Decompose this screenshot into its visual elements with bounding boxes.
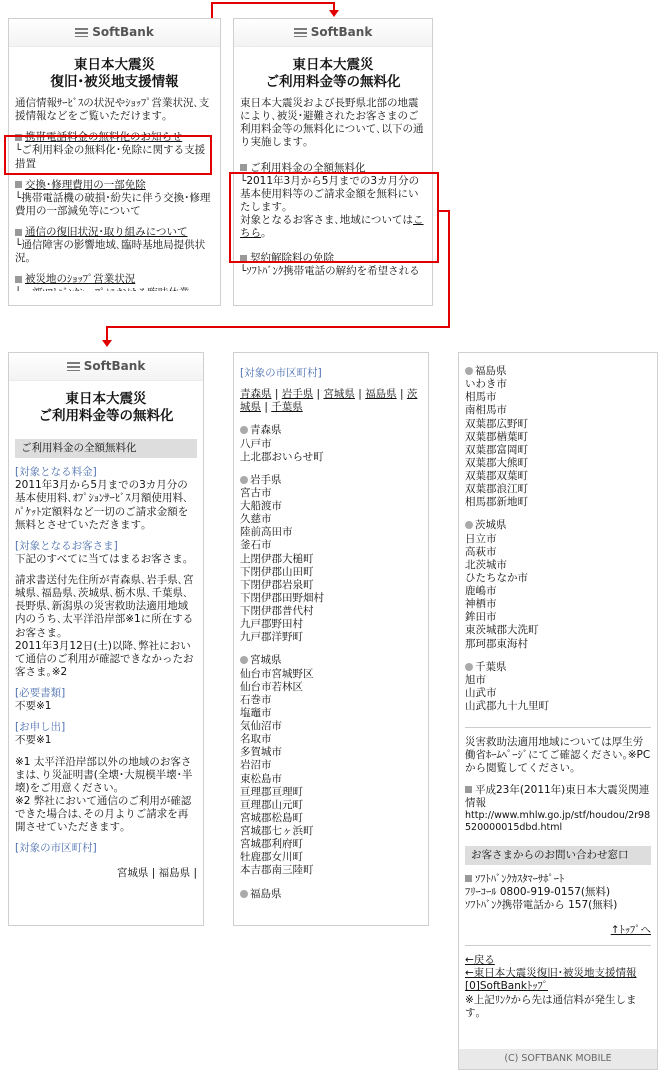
municipality-item: 宮城郡七ヶ浜町 <box>240 825 314 837</box>
freecall-number: ﾌﾘｰｺｰﾙ 0800-919-0157(無料) <box>465 885 611 898</box>
divider <box>465 945 651 946</box>
municipality-item: 双葉郡広野町 <box>465 417 528 430</box>
softbank-logo: SoftBank <box>9 353 203 381</box>
heading-fee: [対象となる料金] <box>15 466 97 479</box>
menu-item-cancel-fee: 契約解除料の免除 └ｿﾌﾄﾊﾞﾝｸ携帯電話の解約を希望される <box>240 252 420 278</box>
link-free-fee[interactable]: 携帯電話料金の無料化のお知らせ <box>25 131 183 144</box>
square-icon <box>15 229 22 236</box>
pref-link-aomori[interactable]: 青森県 <box>240 388 272 401</box>
municipality-item: 宮古市 <box>240 486 272 499</box>
intro-text: 東日本大震災および長野県北部の地震により､被災･避難されたお客さまのご利用料金等の無料化について､以下の通り実施します｡ <box>240 97 424 149</box>
wave-cut <box>9 291 220 305</box>
municipality-item: 鹿嶋市 <box>465 585 497 597</box>
connector-arrow <box>329 10 339 17</box>
copyright: (C) SOFTBANK MOBILE <box>459 1049 657 1069</box>
municipality-item: 双葉郡大熊町 <box>465 456 528 469</box>
municipality-item: 双葉郡浪江町 <box>465 483 528 496</box>
municipality-item: いわき市 <box>465 378 507 391</box>
wave-cut <box>9 911 203 925</box>
municipality-item: 陸前高田市 <box>240 526 293 539</box>
logo-bars-icon <box>75 28 88 37</box>
pref-link-iwate[interactable]: 岩手県 <box>281 388 314 401</box>
municipality-item: 相馬市 <box>465 391 497 404</box>
ref-url: http://www.mhlw.go.jp/stf/houdou/2r98520000015dbd.html <box>465 809 651 833</box>
disaster-info-link[interactable]: ←東日本大震災復旧･被災地支援情報 <box>465 967 637 980</box>
link-cancel-fee[interactable]: 契約解除料の免除 <box>250 252 334 265</box>
bullet-icon <box>465 663 473 671</box>
pref-link-miyagi[interactable]: 宮城県 <box>323 388 355 401</box>
municipality-item: 上北郡おいらせ町 <box>240 450 324 463</box>
page-title: 東日本大震災 ご利用料金等の無料化 <box>38 391 174 424</box>
municipality-item: 高萩市 <box>465 545 497 558</box>
screen-full-free-detail: SoftBank 東日本大震災 ご利用料金等の無料化 ご利用料金の全額無料化 [対象となる料金] 2011年3月から5月までの3カ月分の基本使用料､ｵﾌﾟｼｮﾝｻｰﾋﾞｽ月額使用料､ﾊﾟｹｯﾄ定額料など一切のご請求金額を無料とさせていただきます｡ [対象となるお客さま] 下記のすべてに当てはまるお客さま｡ 請求書送付先住所が青森県､岩手県､宮城県､福島県､茨城県､栃木県､千葉県､長野県､新潟県の災害救助法適用地域内のうち､太平洋沿岸部※1に所在するお客さま｡ 2011年3月12日(土)以降､弊社において通信のご利用が確認できなかったお客さま｡※2 [必要書類] 不要※1 [お申し出] 不要※1 ※1 太平洋沿岸部以外の地域のお客さまは､り災証明書(全壊･大規模半壊･半壊)をご用意ください｡ ※2 弊社において通信のご利用が確認できた場合は､その月よりご請求を再開させていただきます｡ [対象の市区町村] 宮城県 | 福島県 | <box>8 352 204 926</box>
intro-text: 通信情報ｻｰﾋﾞｽの状況やｼｮｯﾌﾟ営業状況､支援情報などをご覧いただけます｡ <box>15 97 210 123</box>
menu-item-repair: 交換･修理費用の一部免除 └携帯電話機の破損･紛失に伴う交換･修理費用の一部減免等について <box>15 178 211 217</box>
municipality-item: 亘理郡亘理町 <box>240 785 303 798</box>
bullet-icon <box>465 367 473 375</box>
municipality-item: 双葉郡双葉町 <box>465 470 528 482</box>
divider <box>465 727 651 728</box>
municipality-item: 相馬郡新地町 <box>465 496 528 509</box>
municipality-item: 気仙沼市 <box>240 720 282 732</box>
municipality-item: 大船渡市 <box>240 500 282 512</box>
fee-note: ※上記ﾘﾝｸから先は通信料が発生します｡ <box>465 993 637 1019</box>
municipality-item: 那珂郡東海村 <box>465 637 528 650</box>
bullet-icon <box>240 656 248 664</box>
link-full-free[interactable]: ご利用料金の全額無料化 <box>250 161 366 174</box>
municipality-item: ひたちなか市 <box>465 571 528 584</box>
municipality-item: 下閉伊郡岩泉町 <box>240 578 314 591</box>
municipality-item: 塩竈市 <box>240 706 272 719</box>
municipality-item: 東松島市 <box>240 772 282 785</box>
square-icon <box>15 181 22 188</box>
municipality-item: 八戸市 <box>240 437 272 450</box>
logo-bars-icon <box>67 362 80 371</box>
municipality-item: 名取市 <box>240 733 272 746</box>
screen-municipalities-1: [対象の市区町村] 青森県 | 岩手県 | 宮城県 | 福島県 | 茨城県 | 千葉県 青森県 八戸市 上北郡おいらせ町 岩手県 宮古市 大船渡市 久慈市 陸前高田市 釜石市 上閉伊郡大槌町 下閉伊郡山田町 下閉伊郡岩泉町 下閉伊郡田野畑村 下閉伊郡普代村 九戸郡野田村 九戸郡洋野町 宮城県 仙台市宮城野区 仙台市若林区 石巻市 塩竈市 気仙沼市 名取市 多賀城市 岩沼市 東松島市 亘理郡亘理町 亘理郡山元町 宮城郡松島町 宮城郡七ヶ浜町 宮城郡利府町 牡鹿郡女川町 本吉郡南三陸町 福島県 <box>233 352 429 926</box>
wave-cut <box>234 911 428 925</box>
municipality-item: 釜石市 <box>240 539 272 552</box>
municipality-item: 多賀城市 <box>240 746 282 759</box>
heading-municipalities: [対象の市区町村] <box>15 842 97 855</box>
logo-bars-icon <box>294 28 307 37</box>
municipality-item: 山武郡九十九里町 <box>465 700 549 712</box>
municipality-item: 久慈市 <box>240 513 272 526</box>
municipality-item: 下閉伊郡山田町 <box>240 565 314 578</box>
square-icon <box>15 276 22 283</box>
link-repair[interactable]: 交換･修理費用の一部免除 <box>25 178 146 191</box>
menu-item-full-free: ご利用料金の全額無料化 └2011年3月から5月までの3カ月分の基本使用料等のご請求金額を無料にいたします｡ 対象となるお客さま､地域についてはこちら｡ <box>240 161 424 240</box>
municipality-item: 双葉郡富岡町 <box>465 443 528 456</box>
pref-nav: 青森県 | 岩手県 | 宮城県 | 福島県 | 茨城県 | 千葉県 <box>240 388 418 414</box>
municipality-item: 亘理郡山元町 <box>240 798 303 811</box>
municipality-item: 宮城郡松島町 <box>240 811 303 824</box>
wave-cut <box>234 291 432 305</box>
bullet-icon <box>465 521 473 529</box>
highlight-box <box>229 172 439 263</box>
municipality-item: 上閉伊郡大槌町 <box>240 552 314 565</box>
menu-item-restoration: 通信の復旧状況･取り組みについて └通信障害の影響地域､臨時基地局提供状況｡ <box>15 226 206 265</box>
back-link[interactable]: ←戻る <box>465 954 495 967</box>
pref-link-fukushima[interactable]: 福島県 <box>365 388 397 401</box>
link-restoration[interactable]: 通信の復旧状況･取り組みについて <box>25 226 188 238</box>
heading-application: [お申し出] <box>15 721 66 734</box>
softbank-top-link[interactable]: [0]SoftBankﾄｯﾌﾟ <box>465 980 548 993</box>
mobile-number: ｿﾌﾄﾊﾞﾝｸ携帯電話から 157(無料) <box>465 898 618 911</box>
connector-line <box>107 326 450 328</box>
municipality-item: 日立市 <box>465 532 497 545</box>
municipality-item: 北茨城市 <box>465 558 507 571</box>
section-bar: ご利用料金の全額無料化 <box>15 439 197 458</box>
connector-arrow <box>102 340 112 347</box>
municipality-item: 九戸郡野田村 <box>240 618 303 631</box>
municipality-item: 仙台市若林区 <box>240 680 303 693</box>
pref-link-ibaraki[interactable]: 茨城県 <box>240 388 418 414</box>
municipality-item: 九戸郡洋野町 <box>240 631 303 644</box>
softbank-logo: SoftBank <box>234 19 432 47</box>
bullet-icon <box>240 426 248 434</box>
municipality-item: 牡鹿郡女川町 <box>240 851 303 864</box>
heading-documents: [必要書類] <box>15 687 66 699</box>
square-icon <box>465 786 472 793</box>
link-here[interactable]: こちら <box>240 214 424 240</box>
contact-bar: お客さまからのお問い合わせ窓口 <box>465 846 651 865</box>
heading-municipalities: [対象の市区町村] <box>240 367 322 379</box>
pref-link-chiba[interactable]: 千葉県 <box>271 401 303 414</box>
municipality-item: 宮城郡利府町 <box>240 838 303 851</box>
municipality-item: 南相馬市 <box>465 404 507 417</box>
connector-line <box>106 326 108 340</box>
menu-item-free-fee: 携帯電話料金の無料化のお知らせ └ご利用料金の無料化･免除に関する支援措置 <box>15 131 206 170</box>
municipality-item: 旭市 <box>465 673 486 686</box>
note-text: 災害救助法適用地域については厚生労働省ﾎｰﾑﾍﾟｰｼﾞにてご確認ください｡※PCから閲覧してください｡ <box>465 736 651 775</box>
municipality-item: 石巻市 <box>240 693 272 706</box>
municipality-item: 下閉伊郡田野畑村 <box>240 591 324 604</box>
highlight-box <box>4 135 212 175</box>
municipality-item: 岩沼市 <box>240 759 272 772</box>
bullet-icon <box>240 890 248 898</box>
screen-municipalities-2: 福島県 いわき市 相馬市 南相馬市 双葉郡広野町 双葉郡楢葉町 双葉郡富岡町 双葉郡大熊町 双葉郡双葉町 双葉郡浪江町 相馬郡新地町 茨城県 日立市 高萩市 北茨城市 ひたちなか市 鹿嶋市 神栖市 鉾田市 東茨城郡大洗町 那珂郡東海村 千葉県 旭市 山武市 山武郡九十九里町 災害救助法適用地域については厚生労働省ﾎｰﾑﾍﾟｰｼﾞにてご確認ください｡※PCから閲覧してください｡ 平成23年(2011年)東日本大震災関連情報 http://www.mhlw.go.jp/stf/houdou/2r98520000015dbd.html お客さまからのお問い合わせ窓口 ｿﾌﾄﾊﾞﾝｸｶｽﾀﾏｰｻﾎﾟｰﾄ ﾌﾘｰｺｰﾙ 0800-919-0157(無料) ｿﾌﾄﾊﾞﾝｸ携帯電話から 157(無料) ↑ﾄｯﾌﾟへ ←戻る ←東日本大震災復旧･被災地支援情報 [0]SoftBankﾄｯﾌﾟ ※上記ﾘﾝｸから先は通信料が発生します｡ (C) SOFTBANK MOBILE <box>458 352 658 1070</box>
link-shops[interactable]: 被災地のｼｮｯﾌﾟ営業状況 <box>25 273 136 286</box>
municipality-item: 下閉伊郡普代村 <box>240 605 314 617</box>
municipality-item: 仙台市宮城野区 <box>240 667 314 680</box>
municipality-item: 双葉郡楢葉町 <box>465 430 528 443</box>
page-title: 東日本大震災 ご利用料金等の無料化 <box>265 57 401 90</box>
page-top-link[interactable]: ↑ﾄｯﾌﾟへ <box>610 924 651 936</box>
square-icon <box>465 875 472 882</box>
municipality-item: 東茨城郡大洗町 <box>465 624 539 637</box>
municipality-item: 神栖市 <box>465 598 497 611</box>
connector-line <box>211 2 334 4</box>
connector-line <box>448 210 450 328</box>
bullet-icon <box>240 476 248 484</box>
heading-customers: [対象となるお客さま] <box>15 539 118 552</box>
municipality-item: 山武市 <box>465 686 497 699</box>
square-icon <box>240 164 247 171</box>
page-title: 東日本大震災 復旧･被災地支援情報 <box>50 57 179 90</box>
softbank-logo: SoftBank <box>9 19 220 47</box>
municipality-item: 本吉郡南三陸町 <box>240 864 314 877</box>
municipality-item: 鉾田市 <box>465 611 497 624</box>
